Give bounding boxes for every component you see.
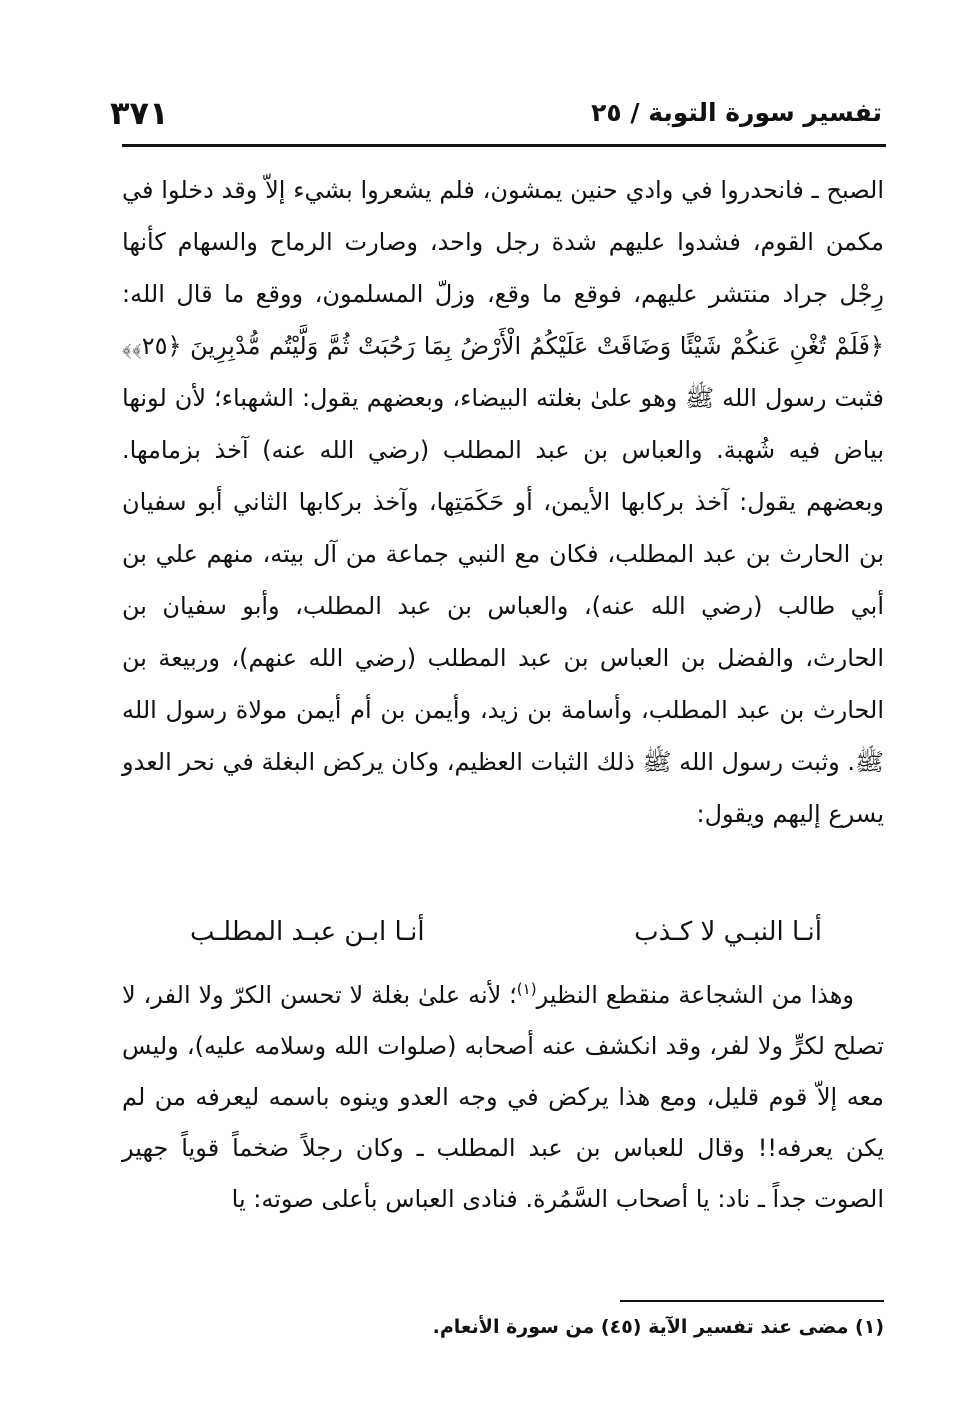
header-rule (122, 144, 886, 147)
main-text-continued (122, 970, 884, 1225)
chapter-title: تفسير سورة التوبة / ٢٥ (591, 98, 882, 127)
paragraph-2-start: وهذا من الشجاعة منقطع النظير (536, 981, 854, 1009)
footnote-marker[interactable]: (١) (516, 980, 537, 998)
second-hemistich: أنـا ابـن عبـد المطلـب (190, 917, 425, 947)
poetry-verse (190, 906, 822, 958)
paragraph-1: الصبح ـ فانحدروا في وادي حنين يمشون، فلم يشعروا بشيء إلاّ وقد دخلوا في مكمن القوم، فشدوا عليهم شدة رجل واحد، وصارت الرماح والسهام كأنها رِجْل جراد منتشر عليهم، فوقع ما وقع، وزلّ المسلمون، ووقع ما قال الله: ﴿فَلَمْ تُغْنِ عَنكُمْ شَيْئًا وَضَاقَتْ عَلَيْكُمُ الْأَرْضُ بِمَا رَحُبَتْ ثُمَّ وَلَّيْتُم مُّدْبِرِينَ ﴿٢٥﴾﴾ فثبت رسول الله ﷺ وهو علىٰ بغلته البيضاء، وبعضهم يقول: الشهباء؛ لأن لونها بياض فيه شُهبة. والعباس بن عبد المطلب (رضي الله عنه) آخذ بزمامها. وبعضهم يقول: آخذ بركابها الأيمن، أو حَكَمَتِها، وآخذ بركابها الثاني أبو سفيان بن الحارث بن عبد المطلب، فكان مع النبي جماعة من آل بيته، منهم علي بن أبي طالب (رضي الله عنه)، والعباس بن عبد المطلب، وأبو سفيان بن الحارث، والفضل بن العباس بن عبد المطلب (رضي الله عنهم)، وربيعة بن الحارث بن عبد المطلب، وأسامة بن زيد، وأيمن بن أم أيمن مولاة رسول الله ﷺ. وثبت رسول الله ﷺ ذلك الثبات العظيم، وكان يركض البغلة في نحر العدو يسرع إليهم ويقول: (122, 176, 884, 828)
running-header (110, 96, 882, 140)
footnote: (١) مضى عند تفسير الآية (٤٥) من سورة الأنعام. (432, 1316, 884, 1338)
main-text (122, 164, 884, 840)
paragraph-2-rest: ؛ لأنه علىٰ بغلة لا تحسن الكرّ ولا الفر، لا تصلح لكرٍّ ولا لفر، وقد انكشف عنه أصحابه (صلوات الله وسلامه عليه)، وليس معه إلاّ قوم قليل، ومع هذا يركض في وجه العدو وينوه باسمه ليعرفه من لم يكن يعرفه!! وقال للعباس بن عبد المطلب ـ وكان رجلاً ضخماً قوياً جهير الصوت جداً ـ ناد: يا أصحاب السَّمُرة. فنادى العباس بأعلى صوته: يا (122, 981, 884, 1213)
first-hemistich: أنـا النبـي لا كـذب (634, 917, 822, 947)
page-number: ٣٧١ (110, 94, 169, 132)
footnote-rule (620, 1300, 884, 1302)
